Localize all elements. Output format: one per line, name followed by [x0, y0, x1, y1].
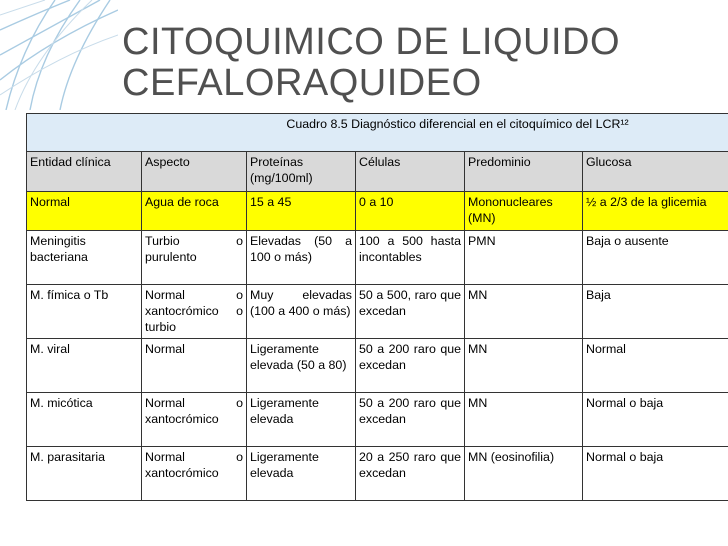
table-cell: Ligeramente elevada [247, 447, 356, 501]
title-line-1: CITOQUIMICO DE LIQUIDO [122, 21, 621, 63]
table-cell: Elevadas (50 a 100 o más) [247, 231, 356, 285]
table-cell: M. viral [27, 339, 142, 393]
table-cell: Ligeramente elevada [247, 393, 356, 447]
table-cell: M. parasitaria [27, 447, 142, 501]
table-cell: 20 a 250 raro que excedan [356, 447, 465, 501]
table-cell: MN (eosinofilia) [465, 447, 583, 501]
table-cell: Baja [583, 285, 728, 339]
table-header-row [27, 152, 728, 192]
column-header: Aspecto [142, 152, 247, 192]
table-cell: Baja o ausente [583, 231, 728, 285]
table-cell: 50 a 200 raro que excedan [356, 393, 465, 447]
table-cell: 0 a 10 [356, 192, 465, 231]
table-cell: 100 a 500 hasta incontables [356, 231, 465, 285]
table-cell: Normal o xantocrómico o turbio [142, 285, 247, 339]
page-title [122, 22, 722, 104]
table-row [27, 447, 728, 501]
table-cell: Normal o baja [583, 393, 728, 447]
table-cell: Normal [27, 192, 142, 231]
table-row [27, 393, 728, 447]
table-cell: ½ a 2/3 de la glicemia [583, 192, 728, 231]
table-caption: Cuadro 8.5 Diagnóstico diferencial en el citoquímico del LCR¹² [27, 114, 728, 152]
table-cell: Meningitis bacteriana [27, 231, 142, 285]
table-cell: MN [465, 339, 583, 393]
decorative-corner-lines [0, 0, 118, 110]
table-cell: 15 a 45 [247, 192, 356, 231]
table-cell: MN [465, 393, 583, 447]
table-row [27, 231, 728, 285]
column-header: Células [356, 152, 465, 192]
table-cell: Agua de roca [142, 192, 247, 231]
table-cell: Mononucleares (MN) [465, 192, 583, 231]
table-cell: Normal o xantocrómico [142, 393, 247, 447]
diagnosis-table [26, 113, 728, 501]
table-cell: Normal [142, 339, 247, 393]
table-cell: 50 a 500, raro que excedan [356, 285, 465, 339]
table-cell: M. micótica [27, 393, 142, 447]
title-line-2: CEFALORAQUIDEO [122, 62, 482, 104]
table-cell: Ligeramente elevada (50 a 80) [247, 339, 356, 393]
column-header: Predominio [465, 152, 583, 192]
column-header: Entidad clínica [27, 152, 142, 192]
table-cell: 50 a 200 raro que excedan [356, 339, 465, 393]
table-cell: Normal o baja [583, 447, 728, 501]
table-cell: PMN [465, 231, 583, 285]
table-cell: Muy elevadas (100 a 400 o más) [247, 285, 356, 339]
table-row [27, 339, 728, 393]
column-header: Glucosa [583, 152, 728, 192]
table-cell: M. fímica o Tb [27, 285, 142, 339]
table-cell: Normal [583, 339, 728, 393]
table-cell: Normal o xantocrómico [142, 447, 247, 501]
table-row [27, 192, 728, 231]
column-header: Proteínas (mg/100ml) [247, 152, 356, 192]
table-cell: MN [465, 285, 583, 339]
table-caption-row [27, 114, 728, 152]
table-row [27, 285, 728, 339]
table-cell: Turbio o purulento [142, 231, 247, 285]
